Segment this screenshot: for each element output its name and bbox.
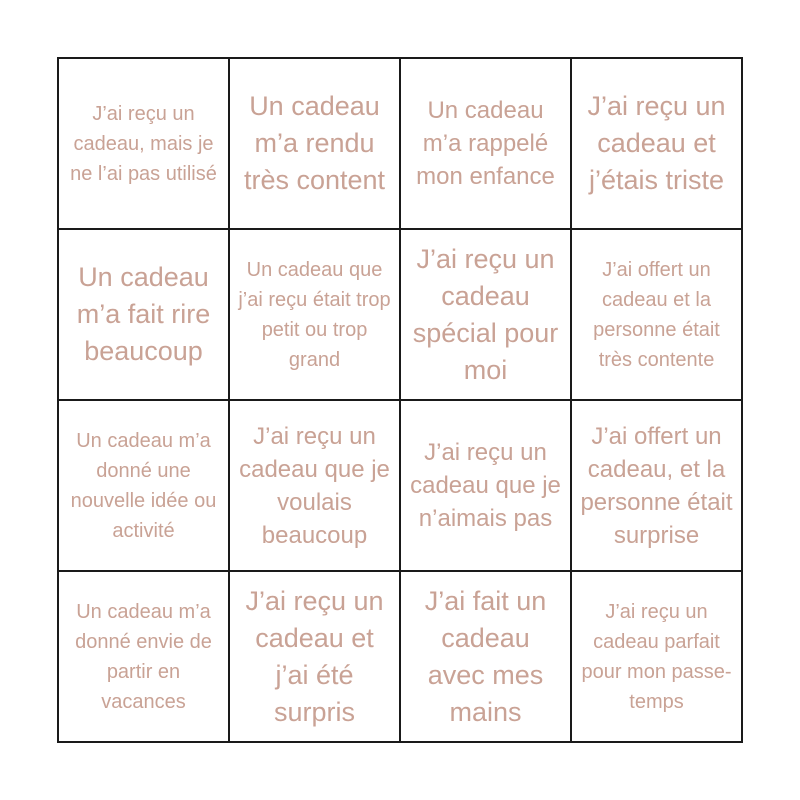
cell-text: J’ai offert un cadeau, et la personne était surprise (580, 422, 733, 549)
bingo-cell[interactable] (401, 572, 572, 743)
bingo-cell[interactable] (401, 230, 572, 401)
bingo-board (57, 57, 743, 743)
cell-text: Un cadeau m’a fait rire beaucoup (76, 262, 211, 366)
bingo-cell[interactable] (59, 572, 230, 743)
cell-text: Un cadeau que j’ai reçu était trop petit ou trop grand (238, 258, 391, 371)
cell-text: J’ai reçu un cadeau et j’ai été surpris (245, 585, 384, 727)
cell-text: Un cadeau m’a rappelé mon enfance (416, 97, 555, 190)
bingo-cell[interactable] (572, 401, 743, 572)
cell-text: Un cadeau m’a rendu très content (243, 91, 386, 195)
bingo-cell[interactable] (401, 401, 572, 572)
bingo-cell[interactable] (572, 59, 743, 230)
bingo-cell[interactable] (230, 401, 401, 572)
cell-text: Un cadeau m’a donné envie de partir en vacances (75, 600, 212, 713)
bingo-cell[interactable] (230, 59, 401, 230)
cell-text: J’ai offert un cadeau et la personne était très contente (593, 258, 720, 371)
cell-text: J’ai reçu un cadeau parfait pour mon passe-temps (581, 600, 732, 713)
bingo-cell[interactable] (572, 572, 743, 743)
bingo-cell[interactable] (572, 230, 743, 401)
bingo-cell[interactable] (401, 59, 572, 230)
cell-text: Un cadeau m’a donné une nouvelle idée ou activité (70, 429, 217, 542)
bingo-cell[interactable] (59, 230, 230, 401)
bingo-cell[interactable] (230, 572, 401, 743)
cell-text: J’ai reçu un cadeau, mais je ne l’ai pas utilisé (70, 102, 217, 185)
cell-text: J’ai reçu un cadeau que je voulais beaucoup (239, 422, 390, 549)
bingo-cell[interactable] (59, 401, 230, 572)
bingo-cell[interactable] (230, 230, 401, 401)
cell-text: J’ai reçu un cadeau et j’étais triste (587, 91, 726, 195)
cell-text: J’ai fait un cadeau avec mes mains (424, 585, 547, 727)
cell-text: J’ai reçu un cadeau que je n’aimais pas (410, 439, 561, 532)
bingo-cell[interactable] (59, 59, 230, 230)
cell-text: J’ai reçu un cadeau spécial pour moi (412, 243, 559, 385)
